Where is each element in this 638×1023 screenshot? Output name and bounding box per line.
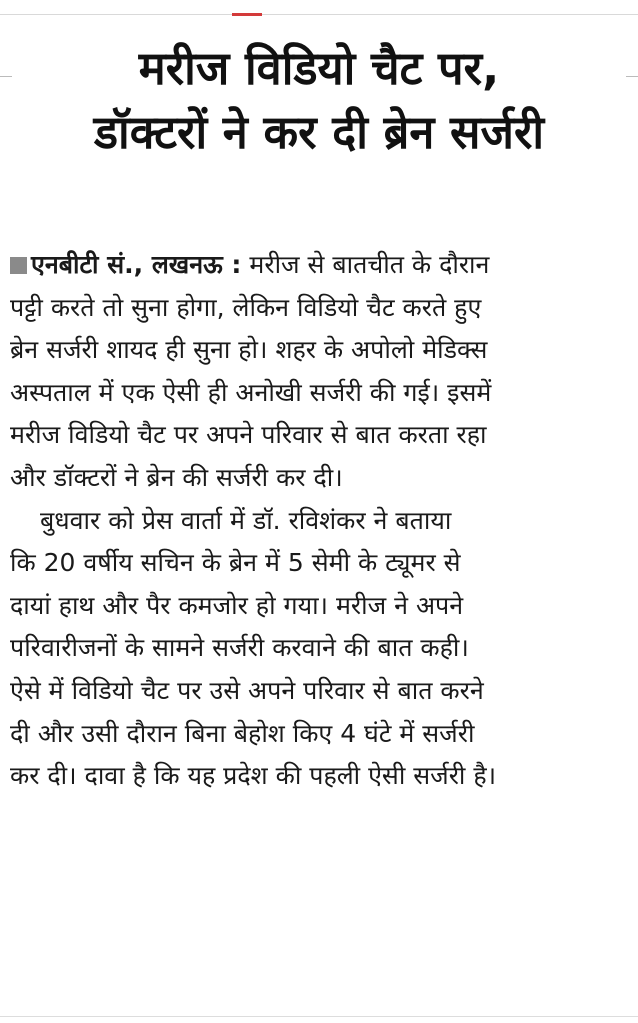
article-line: परिवारीजनों के सामने सर्जरी करवाने की बात कही। bbox=[10, 633, 469, 663]
paragraph-1 bbox=[10, 244, 630, 500]
article-line: कि 20 वर्षीय सचिन के ब्रेन में 5 सेमी के ट्यूमर से bbox=[10, 548, 461, 578]
paragraph-2 bbox=[10, 500, 630, 798]
article-line: दायां हाथ और पैर कमजोर हो गया। मरीज ने अपने bbox=[10, 590, 464, 620]
article-line: ऐसे में विडियो चैट पर उसे अपने परिवार से बात करने bbox=[10, 675, 484, 705]
headline bbox=[0, 36, 638, 164]
article-line: मरीज विडियो चैट पर अपने परिवार से बात करता रहा bbox=[10, 420, 487, 450]
article-line: कर दी। दावा है कि यह प्रदेश की पहली ऐसी सर्जरी है। bbox=[10, 761, 497, 791]
dateline: एनबीटी सं., लखनऊ : bbox=[31, 250, 242, 279]
red-accent-mark bbox=[232, 13, 262, 16]
headline-line-1: मरीज विडियो चैट पर, bbox=[138, 41, 500, 95]
dateline-square-icon bbox=[10, 257, 27, 274]
article-line-text: मरीज से बातचीत के दौरान bbox=[249, 250, 490, 279]
article-line: ब्रेन सर्जरी शायद ही सुना हो। शहर के अपोलो मेडिक्स bbox=[10, 335, 488, 365]
article-line: और डॉक्टरों ने ब्रेन की सर्जरी कर दी। bbox=[10, 462, 343, 492]
headline-line-2: डॉक्टरों ने कर दी ब्रेन सर्जरी bbox=[93, 105, 545, 159]
article-body bbox=[10, 244, 630, 798]
top-border bbox=[0, 0, 638, 15]
article-line-text: बुधवार को प्रेस वार्ता में डॉ. रविशंकर ने बताया bbox=[40, 505, 452, 535]
article-line: दी और उसी दौरान बिना बेहोश किए 4 घंटे में सर्जरी bbox=[10, 718, 475, 748]
article-line: पट्टी करते तो सुना होगा, लेकिन विडियो चैट करते हुए bbox=[10, 292, 482, 322]
article-line: अस्पताल में एक ऐसी ही अनोखी सर्जरी की गई। इसमें bbox=[10, 377, 492, 407]
article-line bbox=[10, 244, 489, 287]
article-line bbox=[10, 500, 451, 543]
bottom-border bbox=[0, 1016, 638, 1023]
